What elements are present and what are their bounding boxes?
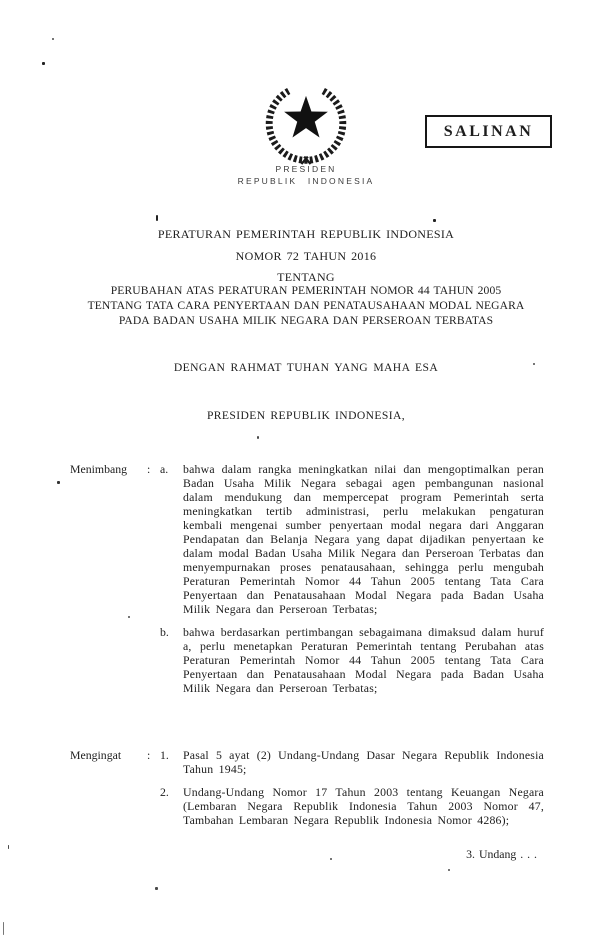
scan-speck [52,38,54,40]
letterhead [0,164,612,187]
star-wreath-emblem-icon [260,82,352,165]
item-marker: 2. [160,785,169,799]
scan-speck [155,887,158,890]
title-line-1: PERATURAN PEMERINTAH REPUBLIK INDONESIA [157,227,455,241]
subject-line-1: PERUBAHAN ATAS PERATURAN PEMERINTAH NOMOR 44 TAHUN 2005 [110,284,502,297]
scan-speck [330,858,332,860]
title-line-2: NOMOR 72 TAHUN 2016 [235,248,377,263]
menimbang-item-b [70,625,544,695]
menimbang-section [70,462,544,695]
colon-separator: : [147,748,151,762]
scan-speck [42,62,45,65]
mengingat-item-2 [70,785,544,827]
title-line-3: TENTANG [277,270,335,284]
item-text: bahwa berdasarkan pertimbangan sebagaimana dimaksud dalam huruf a, perlu menetapkan Peraturan Pemerintah tentang Perubahan atas Peraturan Pemerintah Nomor 44 Tahun 2005 tentang Tata Cara Penyertaan dan Penatausahaan Modal Negara pada Badan Usaha Milik Negara dan Perseroan Terbatas; [183,625,544,695]
mengingat-section [70,748,544,827]
item-marker: 1. [160,748,169,762]
subject-line-2: TENTANG TATA CARA PENYERTAAN DAN PENATAUSAHAAN MODAL NEGARA [87,299,525,312]
mengingat-item-1 [70,748,544,776]
letterhead-presiden: PRESIDEN [275,164,337,174]
scan-speck [433,219,436,222]
menimbang-item-a [70,462,544,616]
scan-speck [156,215,158,221]
item-text: Pasal 5 ayat (2) Undang-Undang Dasar Negara Republik Indonesia Tahun 1945; [183,748,544,776]
item-text: bahwa dalam rangka meningkatkan nilai dan mengoptimalkan peran Badan Usaha Milik Negara sebagai agen pembangunan nasional dalam mendukung dan mempercepat program Pemerintah serta meningkatkan tertib administrasi, perlu melakukan pengaturan kembali mengenai sumber penyertaan modal negara dari Anggaran Pendapatan dan Belanja Negara yang dapat dijadikan penyertaan ke dalam modal Badan Usaha Milik Negara dan Perseroan Terbatas dan menyempurnakan proses penatausahaan, sehingga perlu mengubah Peraturan Pemerintah Nomor 44 Tahun 2005 tentang Tata Cara Penyertaan dan Penatausahaan Modal Negara pada Badan Usaha Milik Negara dan Perseroan Terbatas; [183,462,544,616]
authority-line: PRESIDEN REPUBLIK INDONESIA, [206,409,406,422]
letterhead-republik-indonesia: REPUBLIK INDONESIA [237,175,375,186]
scan-speck [8,845,9,849]
scan-speck [3,922,4,935]
item-marker: a. [160,462,169,476]
scan-speck [128,616,130,618]
invocation-line: DENGAN RAHMAT TUHAN YANG MAHA ESA [173,361,439,374]
salinan-stamp [425,115,552,148]
scan-speck [533,363,535,365]
scan-speck [257,436,259,439]
scan-speck [57,481,60,484]
subject-line-3: PADA BADAN USAHA MILIK NEGARA DAN PERSEROAN TERBATAS [118,314,494,327]
regulation-subject [56,283,556,328]
scan-speck [448,869,450,871]
salinan-stamp-label: SALINAN [443,122,534,140]
menimbang-label: Menimbang [70,462,128,476]
mengingat-label: Mengingat [70,748,122,762]
colon-separator: : [147,462,151,476]
item-text: Undang-Undang Nomor 17 Tahun 2003 tentang Keuangan Negara (Lembaran Negara Republik Indonesia Tahun 2003 Nomor 47, Tambahan Lembaran Negara Republik Indonesia Nomor 4286); [183,785,544,827]
item-marker: b. [160,625,169,639]
page-catchword: 3. Undang . . . [466,847,537,861]
regulation-title [0,224,612,289]
